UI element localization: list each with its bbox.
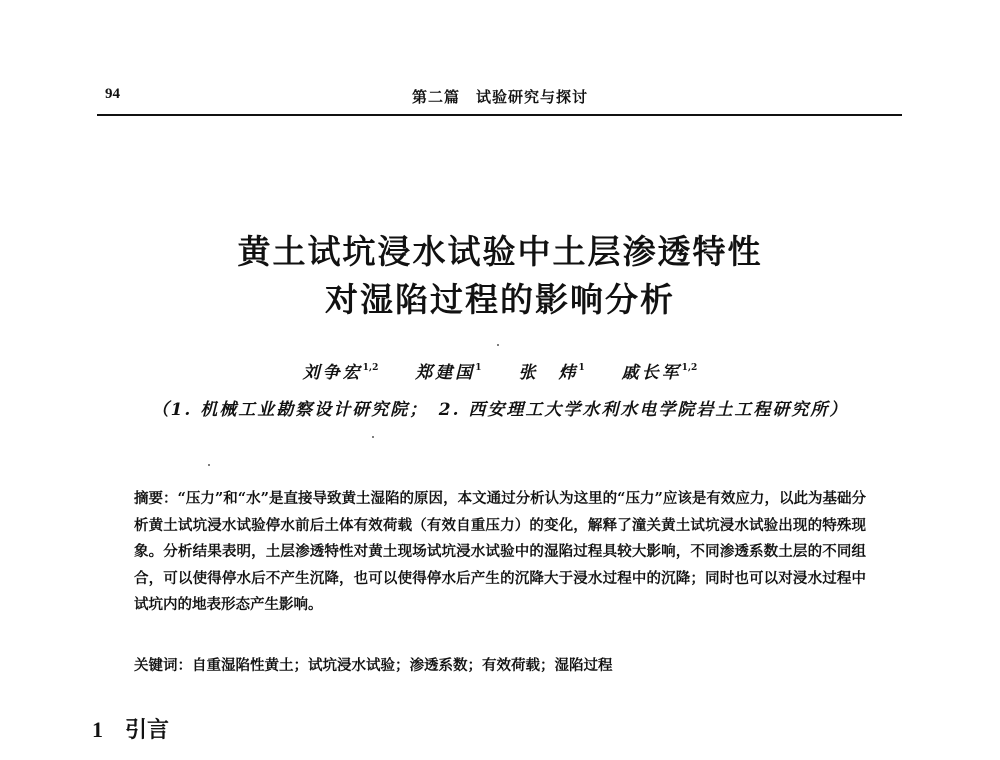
author: [518, 358, 584, 383]
affiliation-mark: 1: [475, 363, 482, 373]
running-header: 第二篇 试验研究与探讨: [411, 88, 588, 106]
section-title: 引言: [125, 718, 170, 743]
title-line-2: 对湿陷过程的影响分析: [325, 280, 675, 319]
paper-title: [0, 228, 1000, 324]
author: [622, 358, 698, 383]
author: [415, 358, 481, 383]
section-heading: [92, 713, 169, 744]
affiliation-mark: 1: [578, 363, 585, 373]
author-name: 戚长军: [621, 363, 682, 383]
affiliations: （1. 机械工业勘察设计研究院； 2. 西安理工大学水利水电学院岩土工程研究所）: [151, 400, 849, 420]
affiliation-mark: 1,2: [681, 363, 698, 373]
author: [303, 358, 379, 383]
scan-speck: [497, 344, 499, 346]
header-rule: [97, 114, 902, 116]
author-name: 刘争宏: [302, 363, 363, 383]
keywords: [134, 654, 866, 675]
abstract-label: 摘要：: [134, 490, 178, 507]
page-number: 94: [105, 86, 120, 102]
affiliation-mark: 1,2: [362, 363, 379, 373]
section-number: 1: [92, 717, 103, 742]
scan-speck: [208, 464, 210, 466]
author-name: 郑建国: [415, 363, 476, 383]
keywords-label: 关键词：: [134, 657, 192, 674]
author-list: [0, 358, 1000, 383]
title-line-1: 黄土试坑浸水试验中土层渗透特性: [237, 232, 763, 271]
scan-speck: [372, 436, 374, 438]
abstract: [134, 486, 866, 619]
keywords-text: 自重湿陷性黄土；试坑浸水试验；渗透系数；有效荷载；湿陷过程: [192, 657, 613, 674]
abstract-text: “压力”和“水”是直接导致黄土湿陷的原因，本文通过分析认为这里的“压力”应该是有效应力，以此为基础分析黄土试坑浸水试验停水前后土体有效荷载（有效自重压力）的变化，解释了潼关黄土试坑浸水试验出现的特殊现象。分析结果表明，土层渗透特性对黄土现场试坑浸水试验中的湿陷过程具较大影响，不同渗透系数土层的不同组合，可以使得停水后不产生沉降，也可以使得停水后产生的沉降大于浸水过程中的沉降；同时也可以对浸水过程中试坑内的地表形态产生影响。: [134, 490, 866, 613]
author-name: 张 炜: [518, 363, 579, 383]
